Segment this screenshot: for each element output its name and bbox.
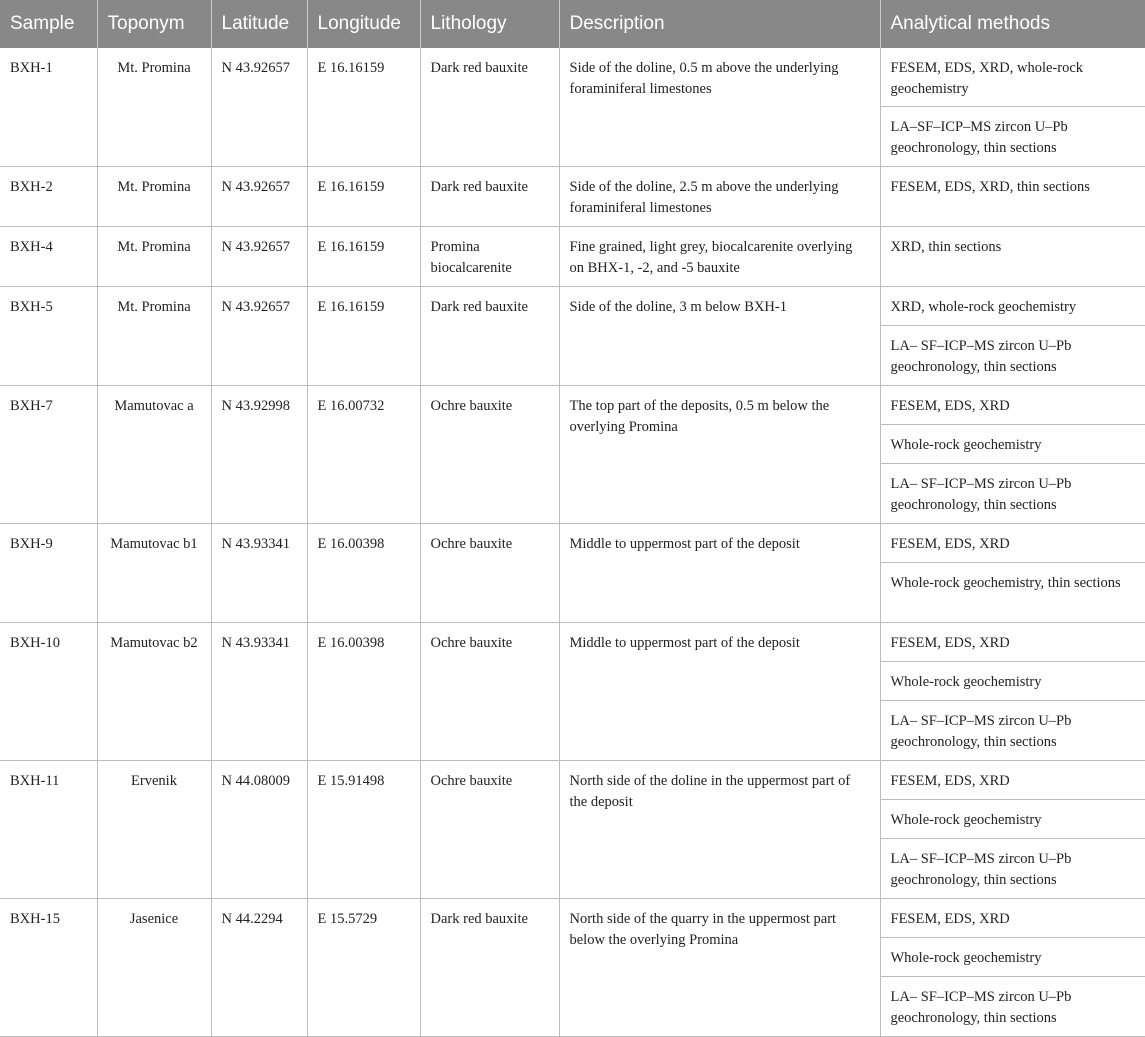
table-row [0,167,1145,227]
table-row [0,287,1145,386]
cell-longitude: E 16.00398 [307,524,420,623]
cell-analytical-methods [880,524,1145,623]
cell-description: The top part of the deposits, 0.5 m below the overlying Promina [559,386,880,524]
cell-toponym: Mt. Promina [97,287,211,386]
method-entry: XRD, thin sections [881,227,1145,286]
cell-sample: BXH-9 [0,524,97,623]
cell-analytical-methods [880,287,1145,386]
method-entry: LA– SF–ICP–MS zircon U–Pb geochronology, thin sections [881,326,1145,385]
cell-description: Side of the doline, 0.5 m above the underlying foraminiferal limestones [559,48,880,167]
cell-lithology: Dark red bauxite [420,287,559,386]
header-row [0,0,1145,48]
cell-description: North side of the quarry in the uppermost part below the overlying Promina [559,899,880,1037]
cell-description: Middle to uppermost part of the deposit [559,623,880,761]
cell-lithology: Ochre bauxite [420,623,559,761]
header-longitude: Longitude [307,0,420,48]
cell-analytical-methods [880,167,1145,227]
cell-toponym: Ervenik [97,761,211,899]
cell-description: Side of the doline, 3 m below BXH-1 [559,287,880,386]
method-entry: FESEM, EDS, XRD [881,386,1145,425]
cell-toponym: Mamutovac b1 [97,524,211,623]
method-entry: FESEM, EDS, XRD [881,524,1145,563]
method-entry: Whole-rock geochemistry [881,800,1145,839]
method-entry: Whole-rock geochemistry [881,662,1145,701]
header-description: Description [559,0,880,48]
table-row [0,761,1145,899]
cell-latitude: N 44.2294 [211,899,307,1037]
cell-sample: BXH-11 [0,761,97,899]
cell-sample: BXH-5 [0,287,97,386]
cell-sample: BXH-10 [0,623,97,761]
cell-sample: BXH-1 [0,48,97,167]
cell-toponym: Mamutovac a [97,386,211,524]
header-toponym: Toponym [97,0,211,48]
table-row [0,227,1145,287]
cell-lithology: Ochre bauxite [420,761,559,899]
cell-latitude: N 44.08009 [211,761,307,899]
cell-toponym: Mt. Promina [97,167,211,227]
method-entry: Whole-rock geochemistry [881,425,1145,464]
cell-longitude: E 16.00398 [307,623,420,761]
table-row [0,524,1145,623]
cell-latitude: N 43.93341 [211,524,307,623]
cell-longitude: E 16.16159 [307,167,420,227]
cell-lithology: Dark red bauxite [420,48,559,167]
cell-sample: BXH-2 [0,167,97,227]
cell-longitude: E 16.16159 [307,48,420,167]
cell-latitude: N 43.92657 [211,287,307,386]
cell-description: Middle to uppermost part of the deposit [559,524,880,623]
cell-latitude: N 43.92657 [211,227,307,287]
table-row [0,623,1145,761]
cell-sample: BXH-15 [0,899,97,1037]
method-entry: FESEM, EDS, XRD, thin sections [881,167,1145,226]
cell-lithology: Ochre bauxite [420,524,559,623]
table-row [0,48,1145,167]
method-entry: Whole-rock geochemistry [881,938,1145,977]
cell-longitude: E 15.91498 [307,761,420,899]
table-row [0,386,1145,524]
method-entry: FESEM, EDS, XRD [881,899,1145,938]
method-entry: LA– SF–ICP–MS zircon U–Pb geochronology, thin sections [881,977,1145,1036]
method-entry: LA– SF–ICP–MS zircon U–Pb geochronology, thin sections [881,839,1145,898]
method-entry: XRD, whole-rock geochemistry [881,287,1145,326]
cell-lithology: Dark red bauxite [420,167,559,227]
cell-analytical-methods [880,761,1145,899]
method-entry: FESEM, EDS, XRD [881,623,1145,662]
cell-lithology: Ochre bauxite [420,386,559,524]
method-entry: LA–SF–ICP–MS zircon U–Pb geochronology, thin sections [881,107,1145,166]
cell-description: North side of the doline in the uppermost part of the deposit [559,761,880,899]
cell-analytical-methods [880,899,1145,1037]
cell-toponym: Mt. Promina [97,227,211,287]
cell-analytical-methods [880,48,1145,167]
header-sample: Sample [0,0,97,48]
cell-longitude: E 16.16159 [307,287,420,386]
cell-description: Side of the doline, 2.5 m above the underlying foraminiferal limestones [559,167,880,227]
table-row [0,899,1145,1037]
cell-toponym: Mamutovac b2 [97,623,211,761]
cell-lithology: Dark red bauxite [420,899,559,1037]
cell-sample: BXH-7 [0,386,97,524]
cell-longitude: E 16.00732 [307,386,420,524]
cell-longitude: E 16.16159 [307,227,420,287]
cell-description: Fine grained, light grey, biocalcarenite overlying on BHX-1, -2, and -5 bauxite [559,227,880,287]
method-entry: Whole-rock geochemistry, thin sections [881,563,1145,622]
method-entry: FESEM, EDS, XRD, whole-rock geochemistry [881,48,1145,107]
cell-latitude: N 43.92657 [211,167,307,227]
cell-analytical-methods [880,386,1145,524]
cell-toponym: Mt. Promina [97,48,211,167]
cell-longitude: E 15.5729 [307,899,420,1037]
cell-analytical-methods [880,227,1145,287]
cell-analytical-methods [880,623,1145,761]
header-analytical-methods: Analytical methods [880,0,1145,48]
method-entry: FESEM, EDS, XRD [881,761,1145,800]
cell-latitude: N 43.92657 [211,48,307,167]
header-latitude: Latitude [211,0,307,48]
cell-toponym: Jasenice [97,899,211,1037]
cell-sample: BXH-4 [0,227,97,287]
method-entry: LA– SF–ICP–MS zircon U–Pb geochronology, thin sections [881,701,1145,760]
header-lithology: Lithology [420,0,559,48]
cell-lithology: Promina biocalcarenite [420,227,559,287]
cell-latitude: N 43.93341 [211,623,307,761]
cell-latitude: N 43.92998 [211,386,307,524]
method-entry: LA– SF–ICP–MS zircon U–Pb geochronology, thin sections [881,464,1145,523]
